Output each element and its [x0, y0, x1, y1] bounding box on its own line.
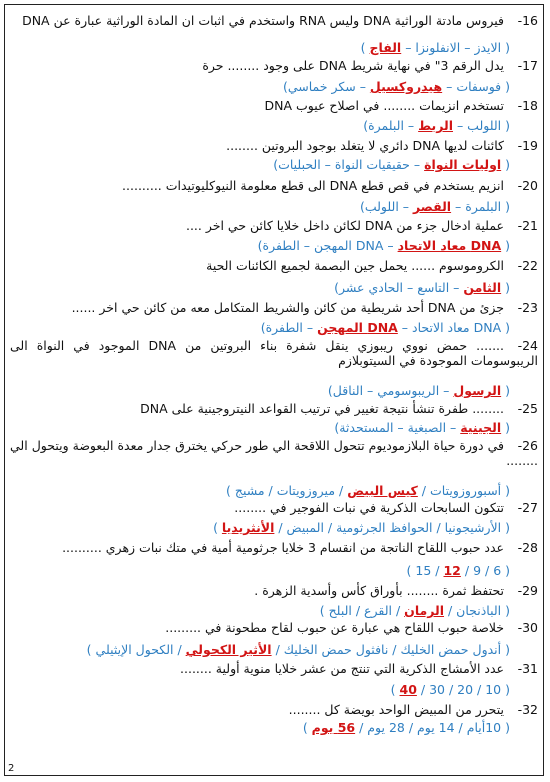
correct-answer: كيس البيض	[347, 483, 418, 498]
answer-choices-pre: (	[501, 280, 510, 295]
answer-choices-post: – الريبوسومي – الناقل)	[327, 383, 454, 398]
answer-choices-post: )	[302, 720, 312, 735]
question-number: 23-	[517, 300, 538, 315]
correct-answer: الجينية	[460, 420, 502, 435]
answer-choices-post: )	[360, 40, 370, 55]
question-number: 30-	[517, 620, 538, 635]
answer-choices-post: – التاسع – الحادي عشر)	[334, 280, 464, 295]
answer-choices-pre: ( DNA معاد الاتحاد –	[397, 320, 510, 335]
answer-choices-post: – اللولب)	[359, 199, 413, 214]
correct-answer: الربط	[418, 118, 453, 133]
correct-answer: الرسول	[453, 383, 502, 398]
answer-choices-pre: ( 10أيام / 14 يوم / 28 يوم /	[355, 720, 510, 735]
question-text: الكروموسوم ...... يحمل جين البصمة لجميع الكائنات الحية	[206, 258, 504, 273]
question-number: 32-	[517, 702, 538, 717]
answer-choices-pre: ( أندول حمض الخليك / نافثول حمض الخليك /	[271, 642, 510, 657]
question-text: كائنات لديها DNA دائري لا يتغلد بوجود البروتين ........	[226, 138, 504, 153]
question-text: يدل الرقم 3" في نهاية شريط DNA على وجود ........ حرة	[202, 58, 504, 73]
question-text: عدد الأمشاج الذكرية التي تنتج من عشر خلايا منوية أولية ........	[180, 661, 504, 676]
answer-options	[10, 40, 510, 55]
answer-options	[10, 280, 510, 295]
correct-answer: 56 يوم	[311, 720, 356, 735]
question-number: 24-	[517, 338, 538, 353]
answer-options	[10, 320, 510, 335]
question-text: جزئ من DNA أحد شريطية من كائن والشريط المتكامل معه من كائن حي اخر ......	[71, 300, 504, 315]
question-number: 21-	[517, 218, 538, 233]
question-text: فيروس مادتة الوراثية DNA وليس RNA واستخدم في اثبات ان المادة الوراثية عبارة عن DNA	[22, 13, 504, 28]
question-27	[10, 500, 538, 515]
question-16	[10, 13, 538, 28]
question-31	[10, 661, 538, 676]
correct-answer: الثامن	[463, 280, 502, 295]
question-number: 27-	[517, 500, 538, 515]
question-text: تستخدم انزيمات ........ في اصلاح عيوب DNA	[264, 98, 504, 113]
answer-options	[10, 157, 510, 172]
answer-choices-pre: (	[501, 383, 510, 398]
answer-choices-post: )	[213, 520, 222, 535]
answer-choices-post: / ميروزويتات / مشيج )	[226, 483, 348, 498]
question-number: 19-	[517, 138, 538, 153]
question-number: 26-	[517, 438, 538, 453]
correct-answer: الرمان	[404, 603, 445, 618]
question-26	[10, 438, 538, 468]
correct-answer: الفاج	[369, 40, 402, 55]
question-25	[10, 401, 538, 416]
answer-choices-post: / الكحول الإيثيلي )	[86, 642, 186, 657]
question-number: 28-	[517, 540, 538, 555]
question-number: 20-	[517, 178, 538, 193]
answer-choices-pre: ( الباذنجان /	[444, 603, 510, 618]
question-number: 17-	[517, 58, 538, 73]
question-number: 22-	[517, 258, 538, 273]
correct-answer: 40	[399, 682, 417, 697]
answer-options	[10, 563, 510, 578]
answer-options	[10, 383, 510, 398]
question-text: ....... حمض نووي ريبوزي ينقل شفرة بناء البروتين من DNA الموجود في النواة الى الريبوسومات الموجودة في السيتوبلازم	[10, 338, 538, 368]
answer-choices-post: / 15 )	[406, 563, 444, 578]
answer-options	[10, 79, 510, 94]
answer-options	[10, 642, 510, 657]
answer-options	[10, 483, 510, 498]
question-18	[10, 98, 538, 113]
answer-choices-pre: ( الأرشيجونيا / الحوافظ الجرثومية / المبيض /	[274, 520, 510, 535]
question-22	[10, 258, 538, 273]
question-19	[10, 138, 538, 153]
answer-options	[10, 682, 510, 697]
answer-choices-pre: ( فوسفات –	[442, 79, 510, 94]
question-21	[10, 218, 538, 233]
answer-choices-post: – DNA المهجن – الطفرة)	[257, 238, 398, 253]
correct-answer: الأنثريديا	[221, 520, 275, 535]
answer-choices-pre: ( أسبوروزويتات /	[417, 483, 510, 498]
answer-choices-pre: ( 6 / 9 /	[460, 563, 510, 578]
answer-choices-post: – سكر خماسي)	[282, 79, 370, 94]
question-text: يتحرر من المبيض الواحد بويضة كل ........	[288, 702, 504, 717]
answer-choices-post: – حقيقيات النواة – الحبليات)	[273, 157, 425, 172]
answer-options	[10, 520, 510, 535]
answer-choices-pre: (	[501, 157, 510, 172]
correct-answer: اوليات النواة	[424, 157, 502, 172]
question-text: تتكون السابحات الذكرية في نبات الفوجير في ........	[234, 500, 504, 515]
question-text: انزيم يستخدم في قص قطع DNA الى قطع معلومة النيوكليوتيدات ..........	[122, 178, 504, 193]
answer-choices-pre: ( البلمرة –	[451, 199, 510, 214]
answer-choices-post: – الصبغية – المستحدثة)	[334, 420, 461, 435]
question-number: 16-	[517, 13, 538, 28]
question-number: 29-	[517, 583, 538, 598]
correct-answer: القصر	[413, 199, 452, 214]
question-17	[10, 58, 538, 73]
question-text: ........ طفرة تنشأ نتيجة تغيير في ترتيب القواعد النيتروجينية على DNA	[140, 401, 504, 416]
answer-choices-pre: ( الايدز – الانفلونزا –	[401, 40, 510, 55]
answer-choices-post: )	[390, 682, 400, 697]
answer-options	[10, 420, 510, 435]
question-text: تحتفظ ثمرة ........ بأوراق كأس وأسدية الزهرة .	[254, 583, 504, 598]
correct-answer: 12	[443, 563, 461, 578]
page-number: 2	[8, 763, 15, 774]
correct-answer: الأثير الكحولي	[185, 642, 272, 657]
question-text: عملية ادخال جزء من DNA لكائن داخل خلايا كائن حي اخر ....	[185, 218, 504, 233]
question-28	[10, 540, 538, 555]
question-23	[10, 300, 538, 315]
question-number: 25-	[517, 401, 538, 416]
correct-answer: DNA المهجن	[317, 320, 398, 335]
answer-options	[10, 118, 510, 133]
answer-choices-pre: (	[501, 238, 510, 253]
answer-choices-post: / القرع / البلح )	[319, 603, 405, 618]
question-24	[10, 338, 538, 368]
answer-choices-pre: ( اللولب –	[452, 118, 510, 133]
correct-answer: DNA معاد الاتحاد	[397, 238, 502, 253]
answer-choices-pre: ( 10 / 20 / 30 /	[416, 682, 510, 697]
correct-answer: هيدروكسيل	[369, 79, 443, 94]
question-text: خلاصة حبوب اللقاح هي عبارة عن حبوب لقاح مطحونة في .........	[165, 620, 504, 635]
answer-options	[10, 603, 510, 618]
question-number: 18-	[517, 98, 538, 113]
question-number: 31-	[517, 661, 538, 676]
question-30	[10, 620, 538, 635]
question-32	[10, 702, 538, 717]
answer-options	[10, 720, 510, 735]
question-20	[10, 178, 538, 193]
answer-choices-pre: (	[501, 420, 510, 435]
answer-options	[10, 199, 510, 214]
answer-choices-post: – الطفرة)	[260, 320, 318, 335]
question-29	[10, 583, 538, 598]
question-text: في دورة حياة البلازموديوم تتحول اللاقحة الي طور حركي يخترق جدار معدة البعوضة ويتحول الي ........	[10, 438, 538, 468]
answer-options	[10, 238, 510, 253]
answer-choices-post: – البلمرة)	[363, 118, 419, 133]
question-text: عدد حبوب اللقاح الناتجة من انقسام 3 خلايا جرثومية أمية في متك نبات زهري ..........	[62, 540, 504, 555]
